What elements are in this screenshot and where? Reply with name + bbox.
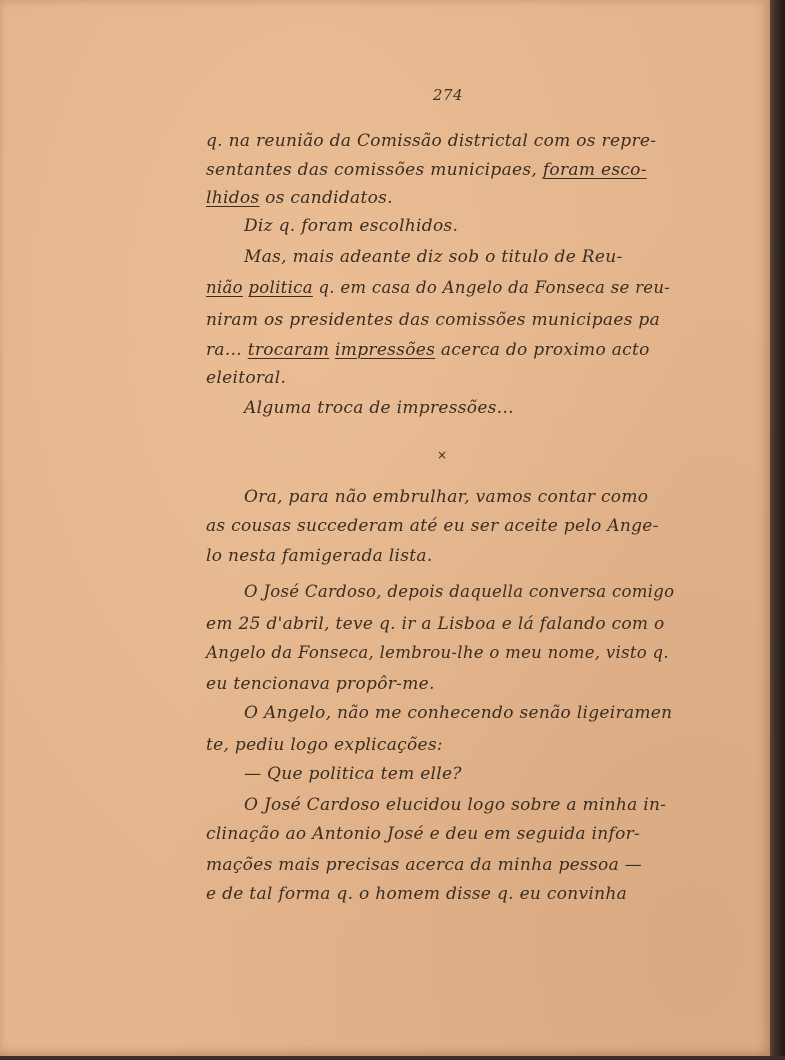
text-segment: O José Cardoso elucidou logo sobre a minha in- xyxy=(244,795,667,815)
text-segment: q. na reunião da Comissão districtal com os repre- xyxy=(206,131,657,151)
manuscript-line xyxy=(206,824,640,844)
text-segment: eu tencionava propôr-me. xyxy=(206,674,435,694)
manuscript-line xyxy=(244,795,666,815)
underlined-text: lhidos xyxy=(206,188,260,208)
text-segment: q. em casa do Angelo da Fonseca se reu- xyxy=(312,278,671,297)
text-segment: eleitoral. xyxy=(206,368,287,388)
text-segment: acerca do proximo acto xyxy=(435,340,650,360)
manuscript-line xyxy=(206,310,660,330)
book-binding-edge xyxy=(770,0,785,1060)
manuscript-line xyxy=(206,278,670,298)
text-segment: te, pediu logo explicações: xyxy=(206,735,443,755)
manuscript-line xyxy=(206,855,642,875)
text-segment: Angelo da Fonseca, lembrou-lhe o meu nome, visto q. xyxy=(206,643,669,662)
text-segment: mações mais precisas acerca da minha pessoa — xyxy=(206,855,643,875)
text-segment: Mas, mais adeante diz sob o titulo de Reu- xyxy=(244,247,623,267)
manuscript-line xyxy=(206,614,665,634)
manuscript-line xyxy=(244,582,674,602)
underlined-text: nião xyxy=(206,278,243,297)
text-segment: os candidatos. xyxy=(259,188,393,208)
manuscript-line xyxy=(244,764,462,784)
manuscript-line xyxy=(206,884,627,904)
underlined-text: impressões xyxy=(335,340,436,360)
text-segment: — Que politica tem elle? xyxy=(244,764,462,784)
manuscript-line xyxy=(206,516,659,536)
text-segment: O José Cardoso, depois daquella conversa comigo xyxy=(244,582,675,601)
underlined-text: esco- xyxy=(595,160,647,180)
manuscript-line xyxy=(244,247,623,267)
manuscript-line xyxy=(244,487,648,507)
manuscript-line xyxy=(244,703,672,723)
manuscript-line xyxy=(206,340,650,360)
text-segment: Diz q. foram escolhidos. xyxy=(244,216,459,236)
text-segment: Ora, para não embrulhar, vamos contar como xyxy=(244,487,649,507)
underlined-text: trocaram xyxy=(247,340,330,360)
text-segment: e de tal forma q. o homem disse q. eu convinha xyxy=(206,884,628,904)
text-segment: O Angelo, não me conhecendo senão ligeiramen xyxy=(244,703,673,723)
manuscript-line xyxy=(206,674,435,694)
text-segment: Alguma troca de impressões... xyxy=(244,398,514,418)
manuscript-line xyxy=(206,735,443,755)
text-segment: lo nesta famigerada lista. xyxy=(206,546,433,566)
margin-note-1: · · xyxy=(122,148,133,157)
manuscript-line xyxy=(206,131,656,151)
text-segment: em 25 d'abril, teve q. ir a Lisboa e lá falando com o xyxy=(206,614,665,634)
text-segment: as cousas succederam até eu ser aceite pelo Ange- xyxy=(206,516,659,536)
manuscript-line xyxy=(206,546,433,566)
manuscript-line xyxy=(206,368,286,388)
page-number: 274 xyxy=(432,86,464,104)
page-bottom-edge xyxy=(0,1056,785,1060)
underlined-text: politica xyxy=(248,278,313,297)
manuscript-line xyxy=(206,160,647,180)
underlined-text: foram xyxy=(542,160,596,180)
manuscript-line xyxy=(206,643,669,663)
section-divider: × xyxy=(436,448,448,462)
text-segment: clinação ao Antonio José e deu em seguida infor- xyxy=(206,824,641,844)
text-segment: sentantes das comissões municipaes, xyxy=(206,160,543,180)
manuscript-line xyxy=(244,398,514,418)
text-segment: niram os presidentes das comissões municipaes pa xyxy=(206,310,661,330)
manuscript-line xyxy=(206,188,393,208)
text-segment: ra... xyxy=(206,340,248,360)
margin-note-2: · · xyxy=(122,340,133,349)
manuscript-line xyxy=(244,216,458,236)
